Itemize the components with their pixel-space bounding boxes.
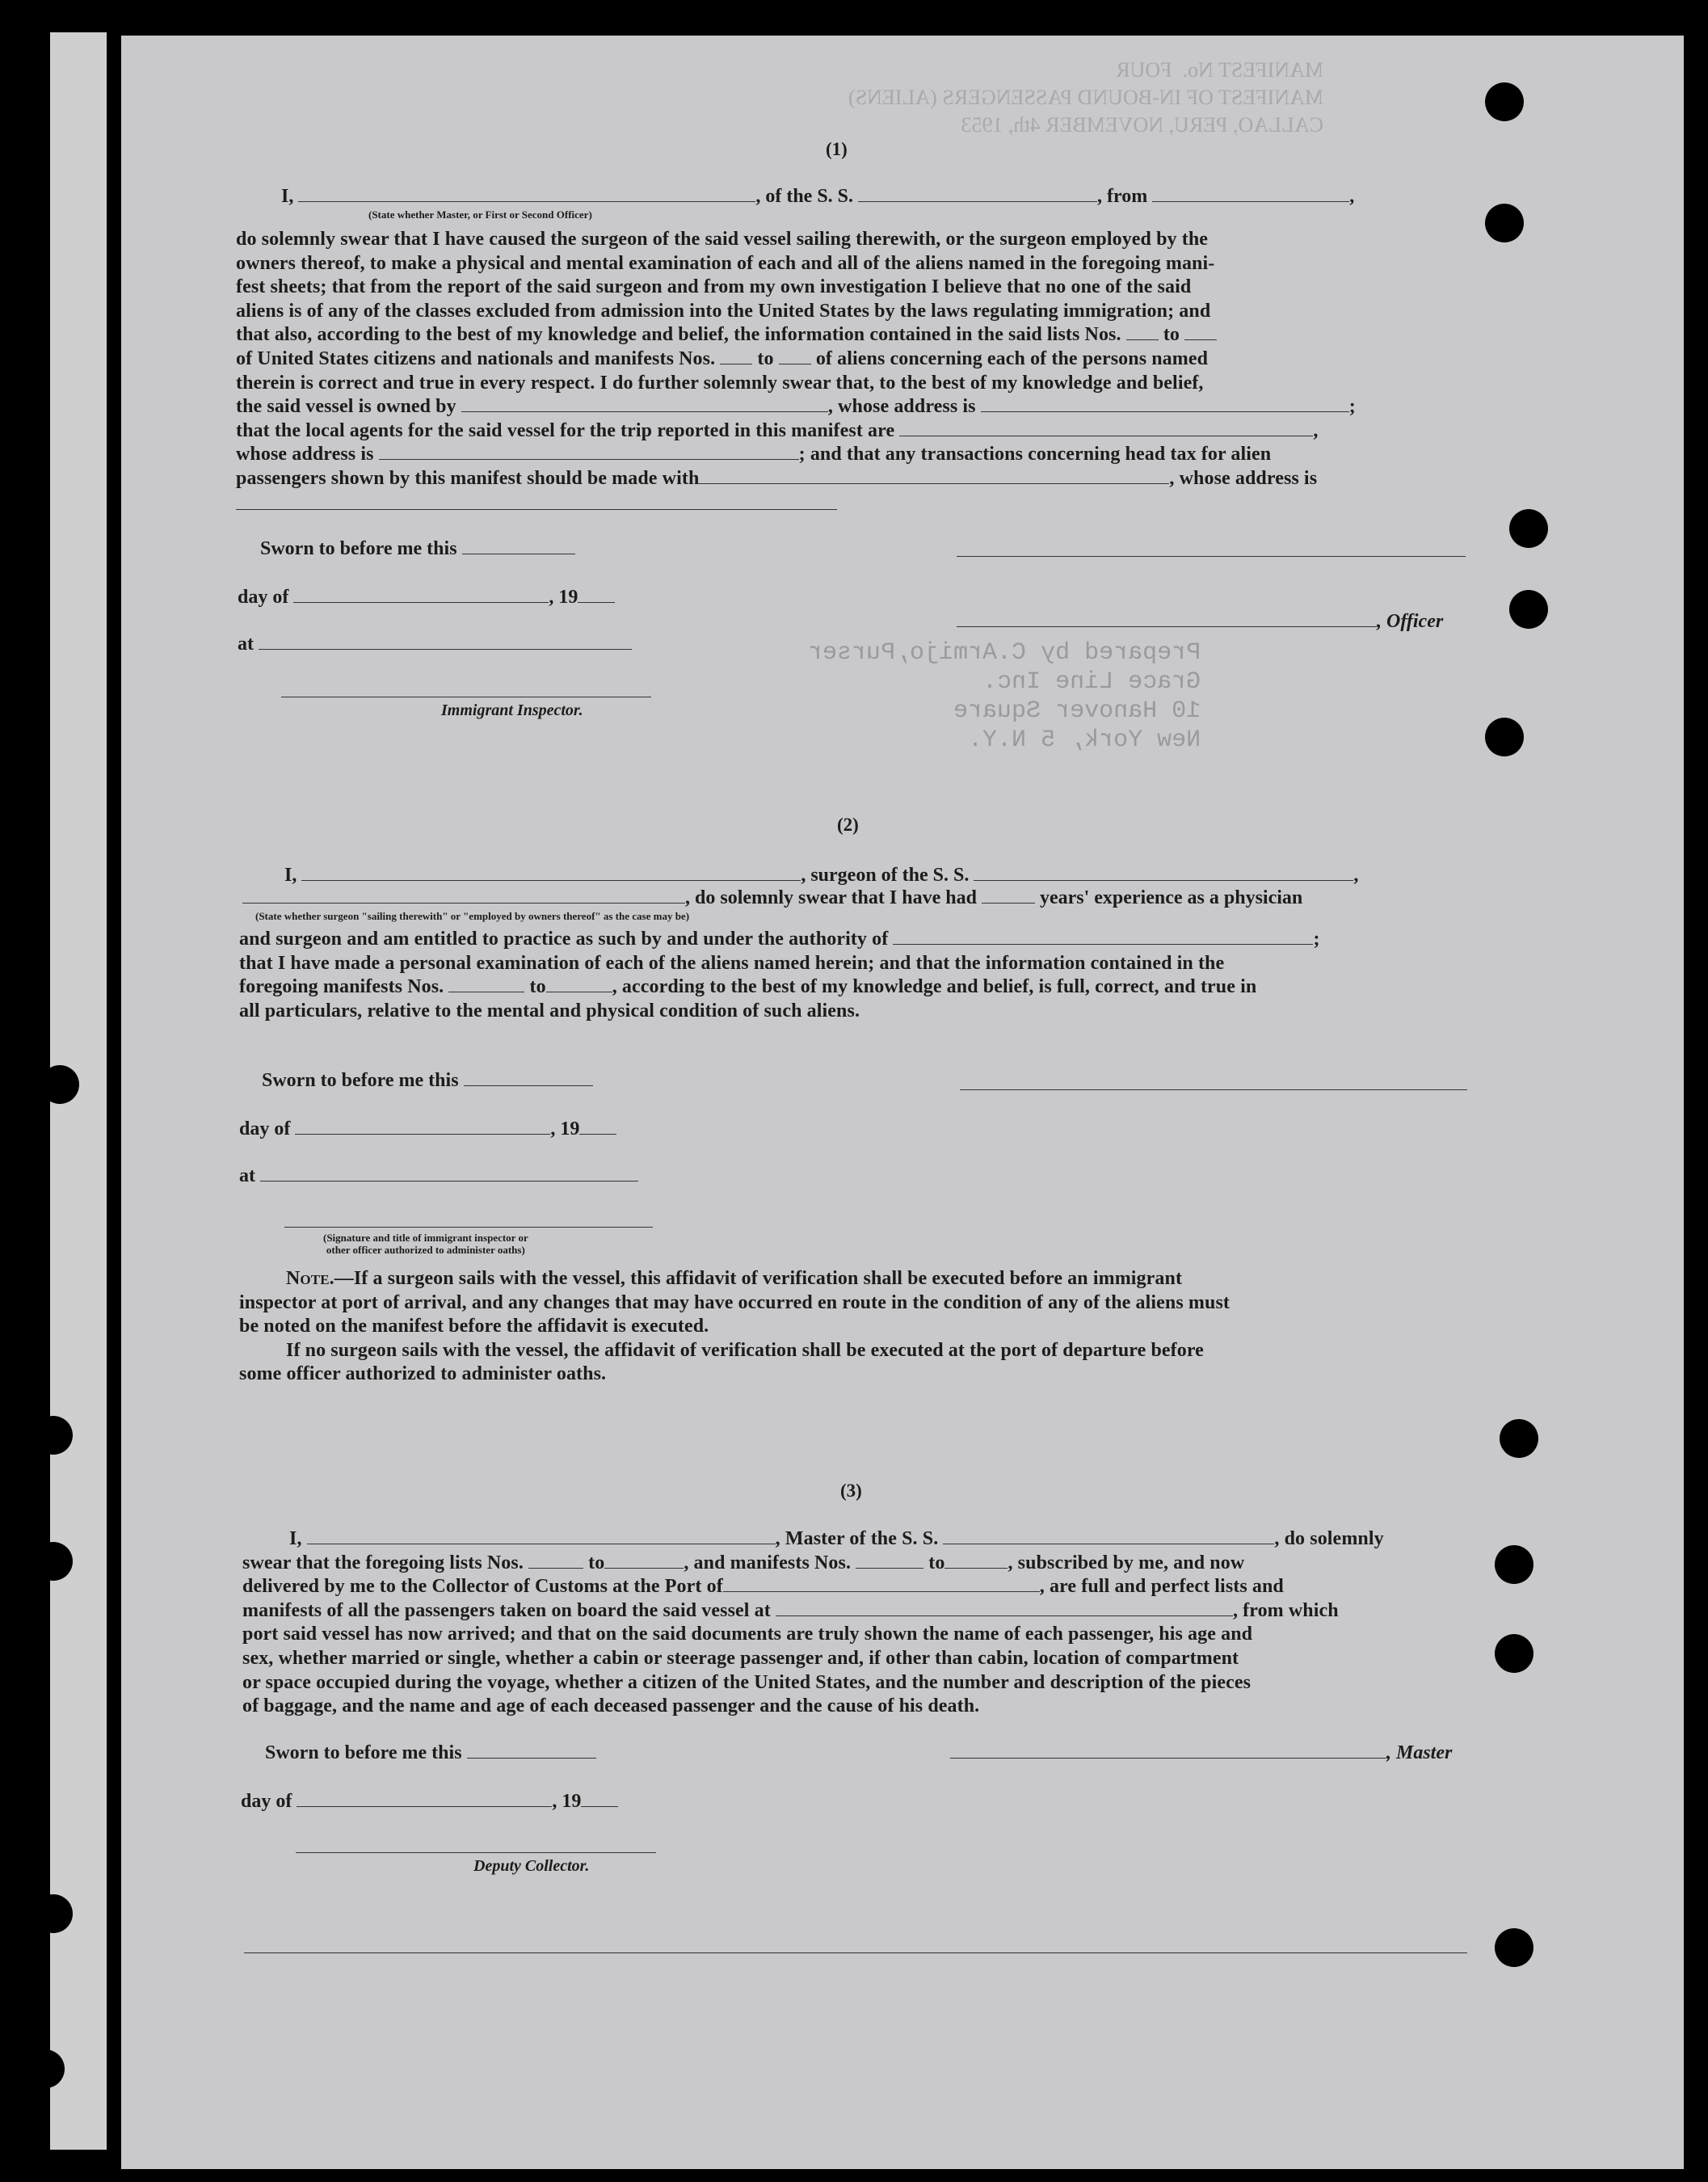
punch-hole [1495,1634,1533,1673]
immigrant-inspector-label: Immigrant Inspector. [441,701,583,719]
punch-hole [1485,204,1524,242]
bleed-through-prepared-by: Prepared by C.Armijo,Purser Grace Line Inc. 10 Hanover Square New York, 5 N.Y. [808,639,1201,754]
body-line: of baggage, and the name and age of each deceased passenger and the cause of his death. [242,1695,980,1717]
punch-hole [1509,509,1548,548]
note-block [239,1267,1469,1387]
body-line: delivered by me to the Collector of Customs at the Port of , are full and perfect lists and [242,1576,1284,1598]
officer-signature-field-1[interactable] [957,556,1466,557]
at-line: at [239,1164,638,1188]
departure-port-field[interactable] [776,1615,1233,1616]
body-line: be noted on the manifest before the affidavit is executed. [239,1316,709,1337]
owner-address-field[interactable] [981,411,1349,412]
sworn-date-field[interactable] [462,553,575,554]
bleed-through-header: MANIFEST No. FOUR MANIFEST OF IN-BOUND PASSENGERS (ALIENS) CALLAO, PERU, NOVEMBER 4th, 1953 [848,58,1323,137]
local-agents-field[interactable] [899,435,1313,436]
officer-name-field[interactable] [298,200,755,202]
body-line: therein is correct and true in every respect. I do further solemnly swear that, to the best of my knowledge and belief, [236,372,1204,394]
head-tax-agent-field[interactable] [699,482,1169,484]
day-of-line: day of , 19 [239,1117,616,1141]
body-line: some officer authorized to administer oaths. [239,1363,607,1385]
section-2-heading: (2) [837,815,859,835]
officer-note: (State whether Master, or First or Second Officer) [368,209,592,221]
punch-hole [1495,1928,1533,1967]
body-line: I, , Master of the S. S. , do solemnly [289,1528,1384,1549]
manifests-to-field[interactable] [779,363,811,364]
month-field[interactable] [293,601,549,603]
body-line: passengers shown by this manifest should be made with , whose address is [236,467,1318,489]
surgeon-signature-field[interactable] [960,1089,1467,1090]
punch-hole [1500,1419,1538,1458]
punch-hole [1509,590,1548,629]
surgeon-note: (State whether surgeon "sailing therewith" or "employed by owners thereof" as the case may be) [255,910,690,922]
body-line: fest sheets; that from the report of the said surgeon and from my own investigation I believe that no one of the said [236,276,1192,298]
authority-field[interactable] [893,943,1313,945]
section-1-line-1: I, , of the S. S. , from , [281,186,1355,207]
punch-hole [40,1065,79,1104]
body-line: or space occupied during the voyage, whether a citizen of the United States, and the number and description of the pieces [242,1671,1252,1693]
section-3-heading: (3) [840,1481,862,1501]
year-field[interactable] [581,1805,618,1807]
punch-hole [1485,82,1524,121]
body-line: that also, according to the best of my knowledge and belief, the information contained in the said lists Nos. to [236,323,1466,348]
sworn-date-field[interactable] [467,1757,596,1759]
officer-line: , Officer [957,609,1443,634]
punch-hole [26,2049,65,2088]
manifests-to-field[interactable] [944,1567,1008,1569]
section-3-body [242,1527,1472,1719]
body-line: all particulars, relative to the mental and physical condition of such aliens. [239,1000,860,1021]
day-of-line: day of , 19 [241,1789,618,1813]
body-line: swear that the foregoing lists Nos. to , and manifests Nos. to , subscribed by me, and now [242,1552,1245,1573]
sworn-line: Sworn to before me this [262,1068,593,1093]
punch-hole [34,1542,73,1581]
body-line: the said vessel is owned by , whose address is ; [236,396,1356,418]
section-1-heading: (1) [826,139,848,159]
punch-hole [1495,1545,1533,1584]
place-field[interactable] [259,648,632,650]
lists-from-field[interactable] [1126,339,1159,340]
sworn-line: Sworn to before me this [265,1741,596,1765]
body-line: port said vessel has now arrived; and that on the said documents are truly shown the name of each passenger, his age and [242,1624,1253,1645]
section-2-line-1: I, , surgeon of the S. S. , [284,865,1359,886]
bottom-divider [244,1952,1467,1953]
deputy-signature-field[interactable] [296,1852,656,1853]
at-line: at [238,632,632,656]
body-line: If no surgeon sails with the vessel, the affidavit of verification shall be executed at the port of departure before [286,1339,1204,1361]
master-signature-field[interactable] [950,1757,1386,1759]
month-field[interactable] [297,1805,552,1807]
body-line: inspector at port of arrival, and any changes that may have occurred en route in the condition of any of the aliens must [239,1291,1230,1313]
place-field[interactable] [260,1180,638,1182]
years-field[interactable] [982,902,1035,904]
vessel-name-field[interactable] [858,200,1097,202]
from-port-field[interactable] [1152,200,1349,202]
year-field[interactable] [578,601,615,603]
surgeon-status-field[interactable] [242,902,685,904]
day-of-line: day of , 19 [238,585,615,609]
manifests-from-field[interactable] [720,363,752,364]
body-line: owners thereof, to make a physical and mental examination of each and all of the aliens named in the foregoing mani- [236,252,1215,274]
section-1-body [236,228,1466,491]
inspector-signature-field[interactable] [284,1227,653,1228]
manifests-from-field[interactable] [448,991,524,992]
punch-hole [34,1894,73,1933]
section-2-body [239,928,1469,1023]
body-line: and surgeon and am entitled to practice as such by and under the authority of ; [239,929,1320,950]
surgeon-vessel-field[interactable] [974,879,1353,881]
surgeon-name-field[interactable] [301,879,801,881]
note-label: Note. [286,1268,334,1289]
punch-hole [34,1416,73,1455]
owner-field[interactable] [461,411,828,412]
master-line: , Master [950,1741,1452,1765]
lists-to-field[interactable] [604,1567,684,1569]
punch-hole [1485,718,1524,756]
sworn-line: Sworn to before me this [260,537,575,561]
sworn-date-field[interactable] [464,1085,593,1086]
year-field[interactable] [579,1133,616,1135]
body-line: that the local agents for the said vessel for the trip reported in this manifest are , [236,419,1319,441]
body-line: whose address is ; and that any transactions concerning head tax for alien [236,444,1272,465]
body-line: do solemnly swear that I have caused the surgeon of the said vessel sailing therewith, or the surgeon employed by the [236,229,1209,250]
body-line: of United States citizens and nationals and manifests Nos. to of aliens concerning each of the persons named [236,348,1209,369]
body-line: that I have made a personal examination of each of the aliens named herein; and that the information contained in the [239,952,1225,974]
lists-from-field[interactable] [528,1567,583,1569]
port-field[interactable] [723,1590,1040,1592]
section-2-line-2: , do solemnly swear that I have had years' experience as a physician [242,886,1302,910]
head-tax-address-field[interactable] [236,509,837,510]
agents-address-field[interactable] [379,458,799,460]
lists-to-field[interactable] [1184,339,1217,340]
signature-note: (Signature and title of immigrant inspector or other officer authorized to administer oaths) [323,1232,528,1256]
body-line: Note.—If a surgeon sails with the vessel, this affidavit of verification shall be executed before an immigrant [286,1268,1183,1289]
month-field[interactable] [295,1133,550,1135]
deputy-collector-label: Deputy Collector. [473,1857,590,1875]
manifests-from-field[interactable] [856,1567,923,1569]
officer-signature-field-2[interactable] [957,626,1377,627]
body-line: foregoing manifests Nos. to , according to the best of my knowledge and belief, is full, correct, and true in [239,976,1257,998]
body-line: aliens is of any of the classes excluded from admission into the United States by the laws regulating immigration; and [236,300,1211,322]
master-vessel-field[interactable] [943,1543,1274,1544]
manifests-to-field[interactable] [546,991,612,992]
body-line: manifests of all the passengers taken on board the said vessel at , from which [242,1599,1339,1621]
master-name-field[interactable] [307,1543,776,1544]
body-line: sex, whether married or single, whether a cabin or steerage passenger and, if other than cabin, location of compartment [242,1647,1239,1669]
